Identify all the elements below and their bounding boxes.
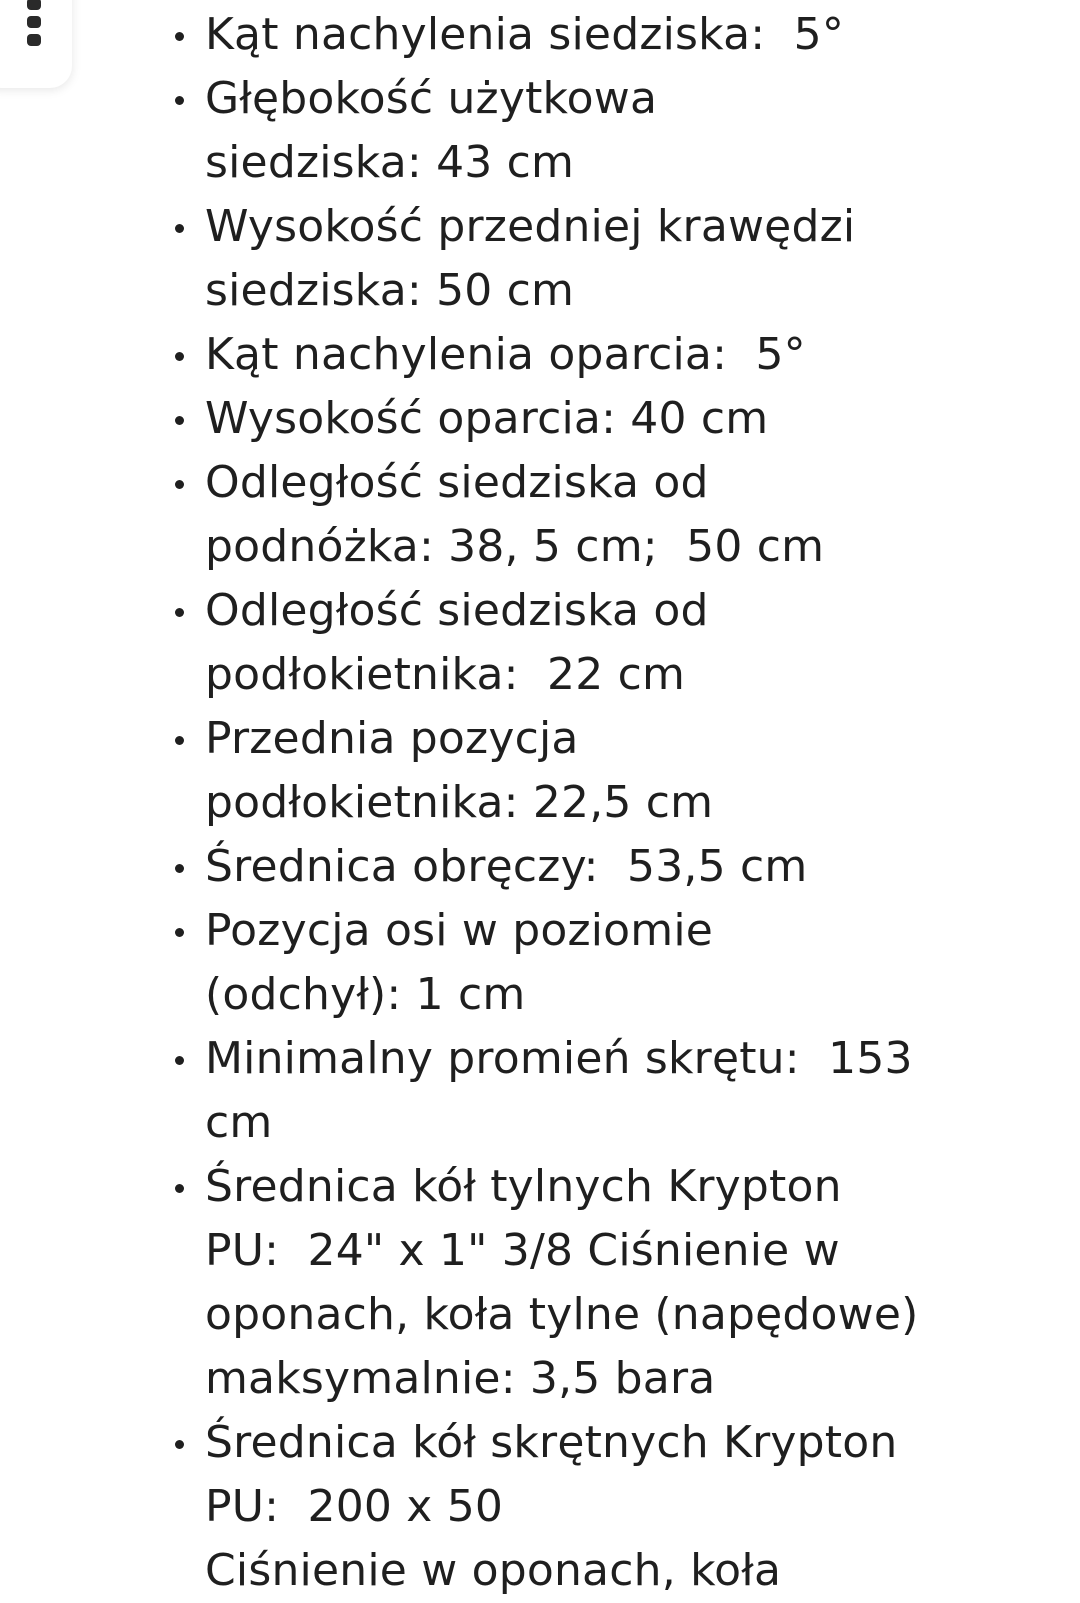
bullet-icon (175, 96, 184, 105)
spec-item: Średnica kół tylnych Krypton PU: 24" x 1" 3/8 Ciśnienie w oponach, koła tylne (napędowe) maksymalnie: 3,5 bara (205, 1155, 1005, 1411)
spec-item-partial: Ciśnienie w oponach, koła (205, 1545, 782, 1596)
spec-item: Średnica kół skrętnych Krypton PU: 200 x 50 (205, 1411, 1005, 1539)
specification-list (0, 3, 1005, 1596)
spec-item: Średnica obręczy: 53,5 cm (205, 835, 1005, 899)
spec-item: Przednia pozycja podłokietnika: 22,5 cm (205, 707, 1005, 835)
spec-item: Głębokość użytkowa siedziska: 43 cm (205, 67, 1005, 195)
bullet-icon (175, 608, 184, 617)
bullet-icon (175, 480, 184, 489)
spec-item: Odległość siedziska od podnóżka: 38, 5 cm; 50 cm (205, 451, 1005, 579)
bullet-icon (175, 864, 184, 873)
bullet-icon (175, 352, 184, 361)
spec-item: Pozycja osi w poziomie (odchył): 1 cm (205, 899, 1005, 1027)
bullet-icon (175, 1440, 184, 1449)
bullet-icon (175, 1184, 184, 1193)
bullet-icon (175, 736, 184, 745)
bullet-icon (175, 928, 184, 937)
spec-item: Minimalny promień skrętu: 153 cm (205, 1027, 1005, 1155)
spec-item: Kąt nachylenia siedziska: 5° (205, 3, 1005, 67)
spec-item: Wysokość oparcia: 40 cm (205, 387, 1005, 451)
spec-item: Kąt nachylenia oparcia: 5° (205, 323, 1005, 387)
bullet-icon (175, 416, 184, 425)
bullet-icon (175, 224, 184, 233)
bullet-icon (175, 1056, 184, 1065)
bullet-icon (175, 32, 184, 41)
spec-item: Odległość siedziska od podłokietnika: 22 cm (205, 579, 1005, 707)
spec-item: Wysokość przedniej krawędzi siedziska: 50 cm (205, 195, 1005, 323)
